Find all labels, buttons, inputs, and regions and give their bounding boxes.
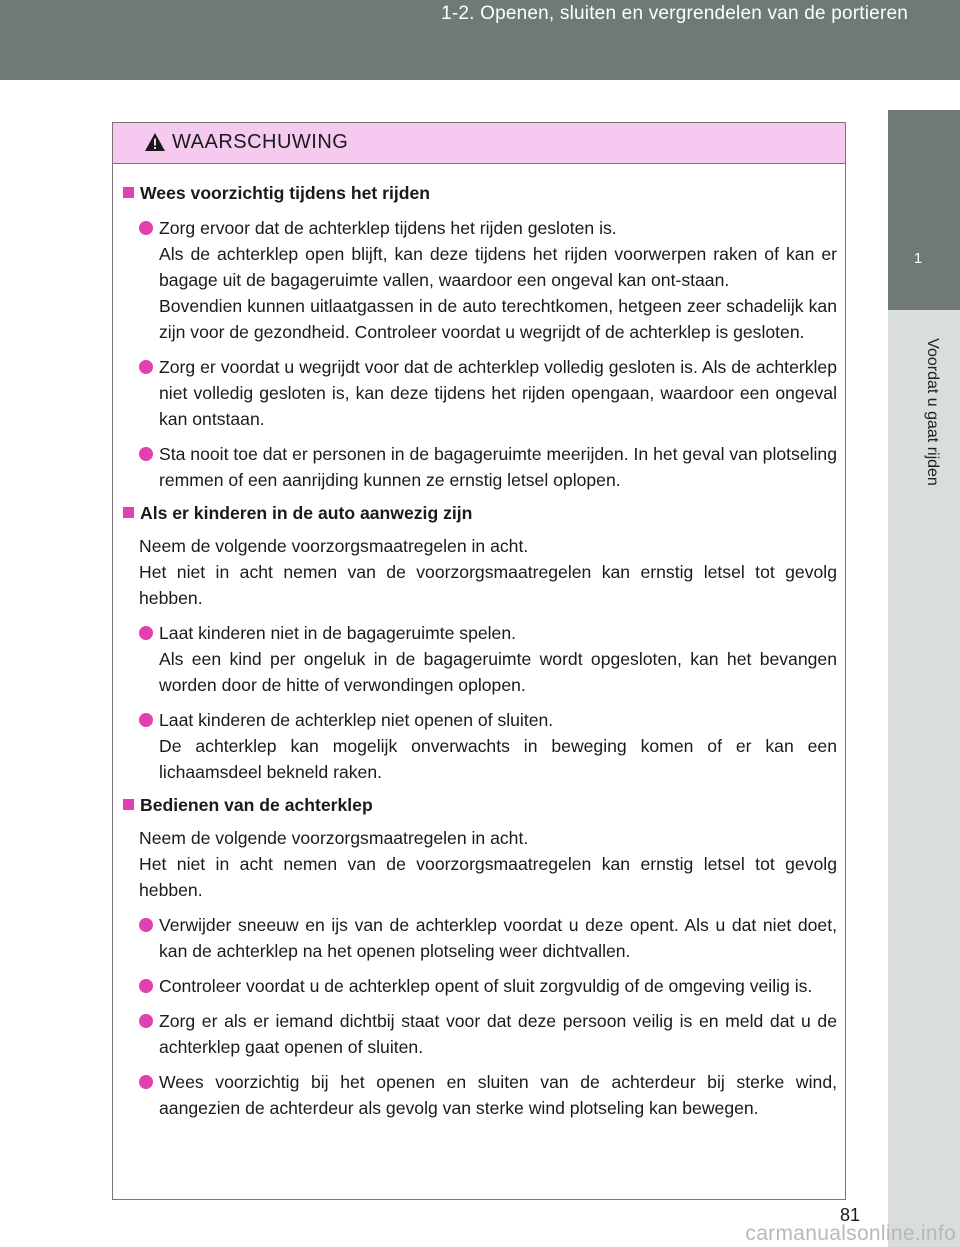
circle-bullet-icon (139, 979, 153, 993)
bullet-text: Bovendien kunnen uitlaatgassen in de auto terechtkomen, hetgeen zeer schadelijk kan zijn voor de gezondheid. Controleer voordat u wegrijdt of de achterklep is gesloten. (159, 296, 837, 342)
bullet-text: Als de achterklep open blijft, kan deze tijdens het rijden voorwerpen raken of kan er bagage uit de bagageruimte vallen, waardoor een ongeval kan ont-staan. (159, 244, 837, 290)
bullet-text: Zorg er voordat u wegrijdt voor dat de achterklep volledig gesloten is. Als de achterklep niet volledig gesloten is, kan deze tijdens het rijden opengaan, waardoor een ongeval kan ontstaan. (159, 357, 837, 429)
warning-triangle-icon (144, 132, 166, 152)
bullet-text: Laat kinderen de achterklep niet openen of sluiten. (159, 710, 554, 730)
warning-box (112, 122, 846, 1200)
intro-line: Het niet in acht nemen van de voorzorgsmaatregelen kan ernstig letsel tot gevolg hebben. (139, 854, 837, 900)
bullet-item (123, 912, 837, 964)
bullet-text: Controleer voordat u de achterklep opent of sluit zorgvuldig of de omgeving veilig is. (159, 976, 813, 996)
bullet-text: Wees voorzichtig bij het openen en sluiten van de achterdeur bij sterke wind, aangezien de achterdeur als gevolg van sterke wind plotseling kan bewegen. (159, 1072, 837, 1118)
circle-bullet-icon (139, 360, 153, 374)
bullet-item (123, 620, 837, 698)
bullet-item (123, 354, 837, 432)
bullet-text: Sta nooit toe dat er personen in de bagageruimte meerijden. In het geval van plotseling remmen of een aanrijding kunnen ze ernstig letsel oplopen. (159, 444, 837, 490)
watermark: carmanualsonline.info (745, 1222, 956, 1245)
warning-content (113, 164, 845, 1121)
square-bullet-icon (123, 507, 134, 518)
circle-bullet-icon (139, 1075, 153, 1089)
bullet-item (123, 441, 837, 493)
warning-title: WAARSCHUWING (172, 131, 349, 153)
circle-bullet-icon (139, 1014, 153, 1028)
section-heading-text: Bedienen van de achterklep (140, 795, 373, 815)
bullet-text: Zorg er als er iemand dichtbij staat voor dat deze persoon veilig is en meld dat u de achterklep gaat openen of sluiten. (159, 1011, 837, 1057)
intro-line: Neem de volgende voorzorgsmaatregelen in acht. (139, 536, 529, 556)
section-intro (123, 825, 837, 903)
circle-bullet-icon (139, 626, 153, 640)
bullet-text: Als een kind per ongeluk in de bagageruimte wordt opgesloten, kan het bevangen worden door de hitte of verwondingen oplopen. (159, 649, 837, 695)
section-heading-text: Als er kinderen in de auto aanwezig zijn (140, 503, 473, 523)
intro-line: Neem de volgende voorzorgsmaatregelen in acht. (139, 828, 529, 848)
bullet-text: Laat kinderen niet in de bagageruimte spelen. (159, 623, 517, 643)
intro-line: Het niet in acht nemen van de voorzorgsmaatregelen kan ernstig letsel tot gevolg hebben. (139, 562, 837, 608)
page-number: 81 (839, 1205, 860, 1225)
top-bar (0, 0, 960, 80)
section-heading-text: Wees voorzichtig tijdens het rijden (140, 183, 431, 203)
square-bullet-icon (123, 799, 134, 810)
chapter-number: 1 (913, 250, 923, 267)
warning-header (113, 123, 845, 164)
circle-bullet-icon (139, 713, 153, 727)
chapter-tab (888, 110, 960, 310)
section-heading (123, 792, 837, 818)
square-bullet-icon (123, 187, 134, 198)
bullet-item (123, 1008, 837, 1060)
bullet-item (123, 707, 837, 785)
bullet-item (123, 215, 837, 345)
section-intro (123, 533, 837, 611)
chapter-title: Voordat u gaat rijden (924, 338, 941, 486)
bullet-item (123, 1069, 837, 1121)
bullet-text: De achterklep kan mogelijk onverwachts in beweging komen of er kan een lichaamsdeel bekneld raken. (159, 736, 837, 782)
circle-bullet-icon (139, 918, 153, 932)
bullet-text: Verwijder sneeuw en ijs van de achterklep voordat u deze opent. Als u dat niet doet, kan de achterklep na het openen plotseling weer dichtvallen. (159, 915, 837, 961)
section-heading (123, 500, 837, 526)
bullet-item (123, 973, 837, 999)
circle-bullet-icon (139, 221, 153, 235)
circle-bullet-icon (139, 447, 153, 461)
bullet-text: Zorg ervoor dat de achterklep tijdens het rijden gesloten is. (159, 218, 617, 238)
section-title: 1-2. Openen, sluiten en vergrendelen van de portieren (441, 3, 908, 24)
section-heading (123, 180, 837, 206)
